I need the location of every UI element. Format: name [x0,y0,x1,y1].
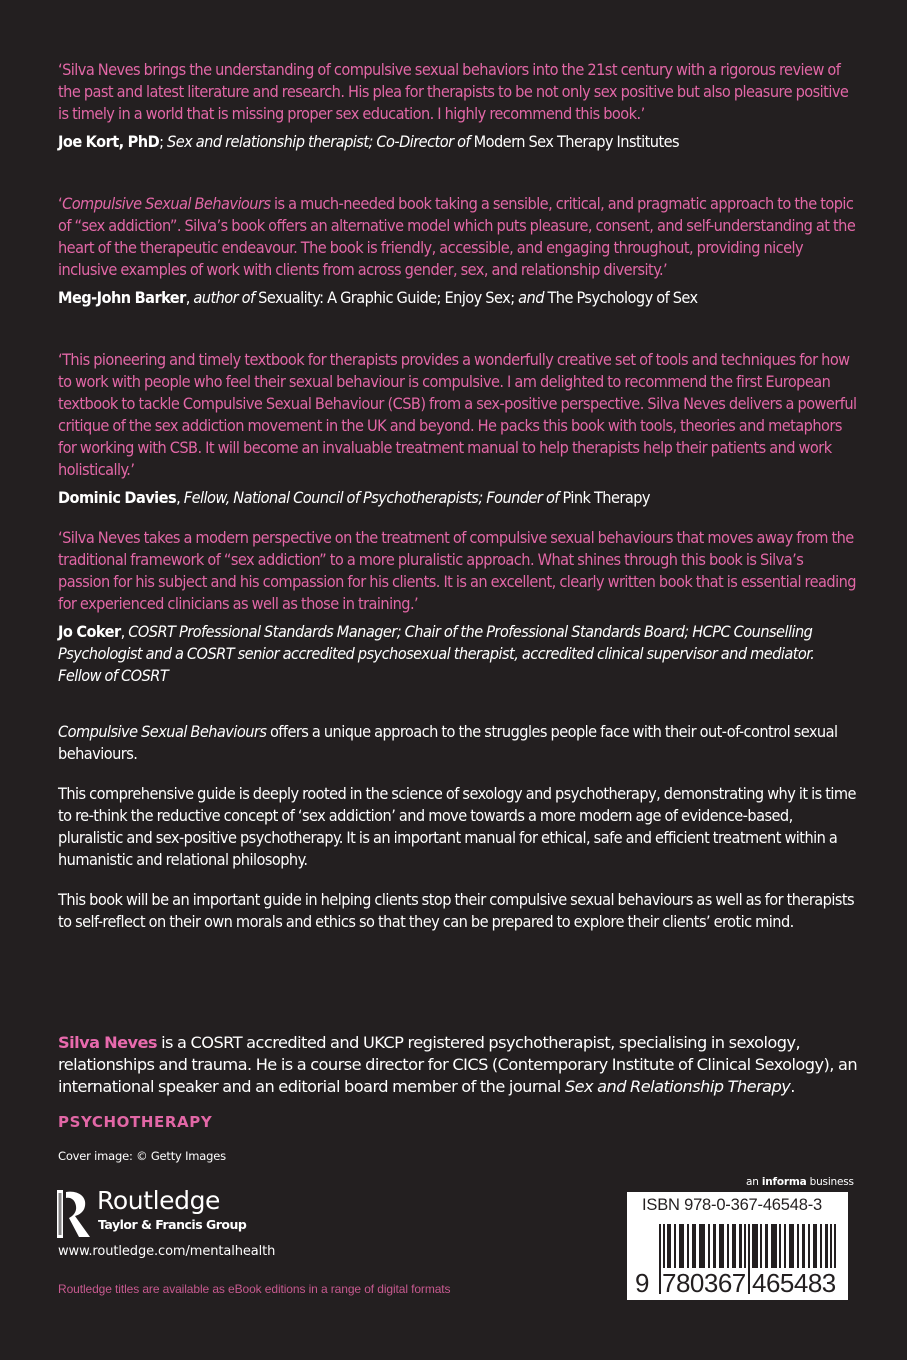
isbn-label: ISBN 978-0-367-46548-3 [642,1196,822,1214]
endorsement-quote: ‘Compulsive Sexual Behaviours is a much-needed book taking a sensible, critical, and pragmatic approach to the topic of “sex addiction”. Silva’s book offers an alternative model which puts pleasure, consent, and self-understanding at the heart of the therapeutic endeavour. The book is friendly, accessible, and engaging throughout, providing nicely inclusive examples of work with clients from across gender, sex, and relationship diversity.’ [58,194,856,279]
endorsement-attribution: Jo Coker, COSRT Professional Standards Manager; Chair of the Professional Standards Board; HCPC Counselling Psychologist and a COSRT senior accredited psychosexual therapist, accredited clinical supervisor and mediator. Fellow of COSRT [58,622,815,685]
informa-business-tag: an informa business [746,1176,854,1188]
book-title: Compulsive Sexual Behaviours [62,194,271,213]
endorser-role: COSRT Professional Standards Manager; Chair of the Professional Standards Board; HCPC Counselling Psychologist and a COSRT senior accredited psychosexual therapist, accredited clinical supervisor and mediator. Fellow of COSRT [58,622,815,685]
endorsement-joe-kort [58,59,858,153]
endorsement-meg-john-barker [58,193,858,309]
book-title: Compulsive Sexual Behaviours [58,722,267,741]
barcode-digits-left: 780367 [662,1268,746,1298]
publisher-url[interactable]: www.routledge.com/mentalhealth [58,1244,276,1259]
author-name: Silva Neves [58,1033,158,1052]
publisher-logo [57,1186,257,1240]
endorsement-attribution: Meg-John Barker, author of Sexuality: A Graphic Guide; Enjoy Sex; and The Psychology of Sex [58,288,698,307]
endorser-org: Pink Therapy [562,488,650,507]
endorser-name: Jo Coker [58,622,121,641]
endorser-name: Dominic Davies [58,488,177,507]
publisher-name: Routledge [97,1186,221,1215]
barcode-digits-right: 465483 [752,1268,836,1298]
endorser-role: Sex and relationship therapist; Co-Director of [167,132,474,151]
endorser-org: Modern Sex Therapy Institutes [473,132,680,151]
author-bio: Silva Neves is a COSRT accredited and UKCP registered psychotherapist, specialising in sexology, relationships and trauma. He is a course director for CICS (Contemporary Institute of Clinical Sexology), an international speaker and an editorial board member of the journal Sex and Relationship Therapy. [58,1033,858,1096]
publisher-group: Taylor & Francis Group [98,1217,247,1232]
endorsement-attribution: Dominic Davies, Fellow, National Council of Psychotherapists; Founder of Pink Therapy [58,488,650,507]
description-paragraph: This book will be an important guide in helping clients stop their compulsive sexual behaviours as well as for therapists to self-reflect on their own morals and ethics so that they can be prepared to explore their clients’ erotic mind. [58,890,855,931]
endorsement-dominic-davies [58,349,858,509]
description-paragraph: Compulsive Sexual Behaviours offers a unique approach to the struggles people face with their out-of-control sexual behaviours. [58,722,838,763]
isbn-barcode [627,1192,848,1300]
routledge-r-logo-icon [57,1190,91,1238]
barcode-digit-first: 9 [635,1268,650,1298]
endorsement-quote: ‘Silva Neves takes a modern perspective on the treatment of compulsive sexual behaviours that moves away from the traditional framework of “sex addiction” to a more pluralistic approach. What shines through this book is Silva’s passion for his subject and his compassion for his clients. It is an excellent, clearly written book that is essential reading for experienced clinicians as well as those in training.’ [58,528,856,613]
endorser-name: Meg-John Barker [58,288,186,307]
endorsement-jo-coker [58,527,858,687]
endorsement-quote: ‘This pioneering and timely textbook for therapists provides a wonderfully creative set of tools and techniques for how to work with people who feel their sexual behaviour is compulsive. I am delighted to recommend the first European textbook to tackle Compulsive Sexual Behaviour (CSB) from a sex-positive perspective. Silva Neves delivers a powerful critique of the sex addiction movement in the UK and beyond. He packs this book with tools, theories and metaphors for working with CSB. It will become an invaluable treatment manual to help therapists help their patients and work holistically.’ [58,350,857,479]
subject-category: PSYCHOTHERAPY [58,1113,213,1131]
book-description [58,721,858,933]
endorsement-quote: ‘Silva Neves brings the understanding of compulsive sexual behaviors into the 21st century with a rigorous review of the past and latest literature and research. His plea for therapists to be not only sex positive but also pleasure positive is timely in a world that is missing proper sex education. I highly recommend this book.’ [58,60,849,123]
endorser-name: Joe Kort, PhD [58,132,160,151]
description-paragraph: This comprehensive guide is deeply rooted in the science of sexology and psychotherapy, demonstrating why it is time to re-think the reductive concept of ‘sex addiction’ and move towards a more modern age of evidence-based, pluralistic and sex-positive psychotherapy. It is an important manual for ethical, safe and efficient treatment within a humanistic and relational philosophy. [58,784,856,869]
cover-image-credit: Cover image: © Getty Images [58,1149,226,1163]
endorser-role: Fellow, National Council of Psychotherapists; Founder of [183,488,563,507]
endorsement-attribution: Joe Kort, PhD; Sex and relationship therapist; Co-Director of Modern Sex Therapy Institutes [58,132,680,151]
ebook-availability-note: Routledge titles are available as eBook editions in a range of digital formats [58,1282,451,1296]
